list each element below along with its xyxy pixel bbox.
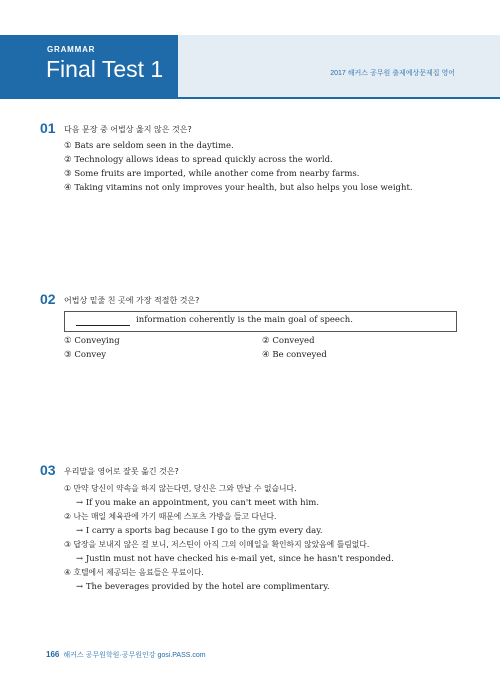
option-2: ② Technology allows ideas to spread quickly across the world.	[64, 155, 333, 165]
option-1-translation: → If you make an appointment, you can't meet with him.	[76, 498, 320, 508]
question-options	[64, 482, 394, 594]
option-1: ① Bats are seldom seen in the daytime.	[64, 141, 234, 151]
option-3-korean: ③ 답장을 보내지 않은 걸 보니, 저스틴이 아직 그의 이메일을 확인하지 않았음에 틀림없다.	[64, 540, 370, 549]
option-2: ② Conveyed	[262, 336, 315, 346]
answer-blank	[76, 317, 130, 326]
option-1-korean: ① 만약 당신이 약속을 하지 않는다면, 당신은 그와 만날 수 없습니다.	[64, 484, 297, 493]
question-options	[64, 139, 413, 195]
sentence-box	[64, 311, 457, 332]
option-2-translation: → I carry a sports bag because I go to the gym every day.	[76, 526, 323, 536]
question-number: 03	[40, 462, 56, 478]
sentence-text: information coherently is the main goal of speech.	[136, 315, 353, 325]
option-4-korean: ④ 호텔에서 제공되는 음료들은 무료이다.	[64, 568, 204, 577]
book-title: 2017 해커스 공무원 출제예상문제집 영어	[330, 70, 455, 77]
page-number: 166	[46, 650, 60, 659]
option-3-translation: → Justin must not have checked his e-mail yet, since he hasn't responded.	[76, 554, 394, 564]
option-2-korean: ② 나는 매일 체육관에 가기 때문에 스포츠 가방을 들고 다닌다.	[64, 512, 277, 521]
option-4: ④ Taking vitamins not only improves your health, but also helps you lose weight.	[64, 183, 413, 193]
option-3: ③ Some fruits are imported, while another come from nearby farms.	[64, 169, 360, 179]
header-divider	[0, 97, 500, 99]
page-title: Final Test 1	[46, 56, 164, 82]
option-4-translation: → The beverages provided by the hotel are complimentary.	[76, 582, 330, 592]
option-4: ④ Be conveyed	[262, 350, 327, 360]
footer-text: 해커스 공무원학원·공무원인강 gosi.PASS.com	[63, 652, 206, 659]
page-footer	[46, 650, 206, 660]
option-3: ③ Convey	[64, 350, 107, 360]
section-label: GRAMMAR	[47, 45, 96, 54]
question-number: 02	[40, 291, 56, 307]
question-prompt: 우리말을 영어로 잘못 옮긴 것은?	[64, 467, 179, 476]
option-1: ① Conveying	[64, 336, 120, 346]
question-prompt: 다음 문장 중 어법상 옳지 않은 것은?	[64, 125, 192, 134]
question-number: 01	[40, 120, 56, 136]
question-prompt: 어법상 밑줄 친 곳에 가장 적절한 것은?	[64, 296, 200, 305]
